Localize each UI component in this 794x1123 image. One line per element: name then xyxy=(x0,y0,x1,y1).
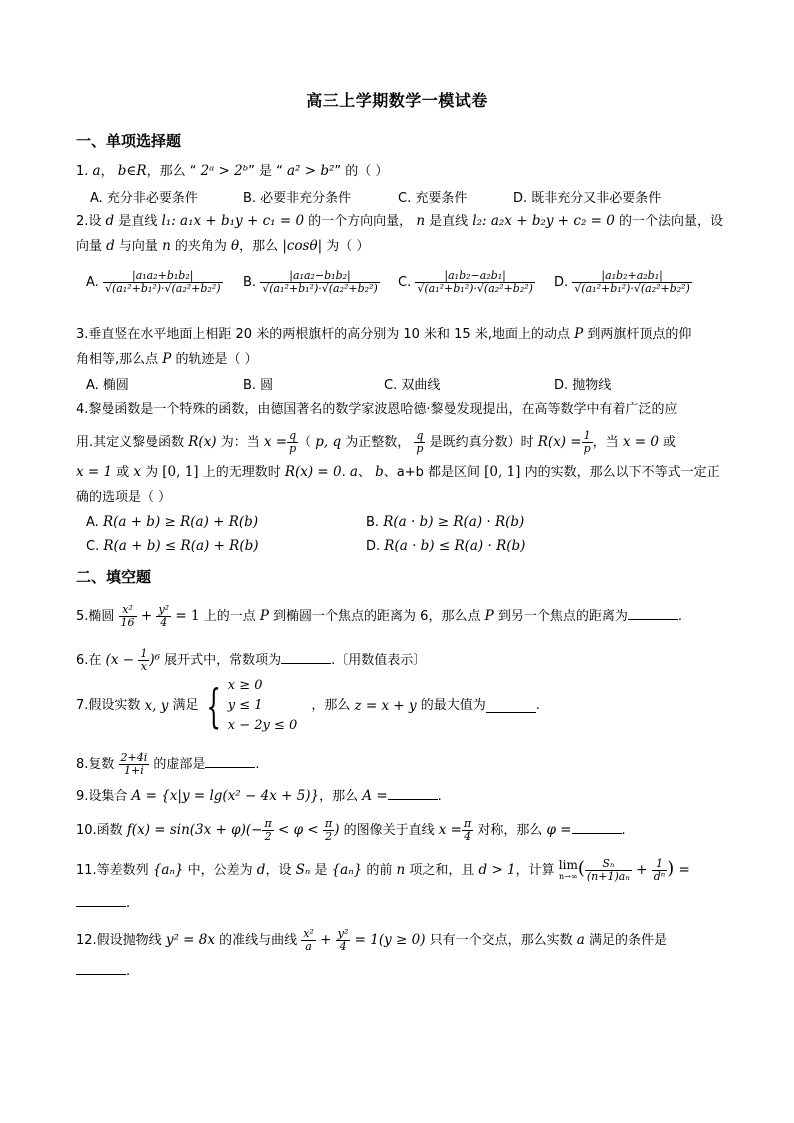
q11-math: d > 1 xyxy=(478,862,516,878)
q4-text: . xyxy=(341,465,350,480)
q2-option-c[interactable] xyxy=(398,270,535,295)
question-6 xyxy=(76,648,721,673)
denominator: dⁿ xyxy=(653,870,666,883)
q10-answer-blank[interactable] xyxy=(572,821,622,834)
q4-math: x = 0 xyxy=(622,434,659,450)
denominator: (n+1)aₙ xyxy=(586,870,630,883)
q11-math: {aₙ} xyxy=(331,862,363,878)
q2-text: 是直线 xyxy=(114,214,162,229)
option-label: D. xyxy=(554,275,569,290)
q11-text: . xyxy=(126,896,131,911)
q1-option-b[interactable]: B. 必要非充分条件 xyxy=(243,191,352,206)
q2-math: |cosθ| xyxy=(282,238,323,254)
denominator: √(a₁²+b₁²)·√(a₂²+b₂²) xyxy=(262,282,378,295)
denominator: a xyxy=(305,940,312,953)
question-2-line-1 xyxy=(76,212,721,231)
question-8 xyxy=(76,752,721,777)
q11-math: Sₙ xyxy=(295,862,311,878)
q7-text: . xyxy=(535,698,540,713)
option-label: C. xyxy=(398,275,412,290)
q11-limit xyxy=(559,859,578,883)
denominator: 4 xyxy=(339,940,347,953)
question-9 xyxy=(76,787,721,806)
numerator: |a₁b₂+a₂b₁| xyxy=(572,270,692,283)
q5-math: + xyxy=(136,608,157,624)
q10-text: 对称，那么 xyxy=(473,823,547,838)
option-label: B. xyxy=(366,515,380,530)
q1-math: b∈R xyxy=(117,163,147,179)
q2-vector-d: d xyxy=(106,238,115,254)
q12-text: . xyxy=(126,964,131,979)
q1-text: ， xyxy=(100,164,118,179)
q7-text: 满足 xyxy=(168,698,199,713)
question-4-line-4: 确的选项是（ ） xyxy=(76,490,172,505)
q6-math: (x − xyxy=(105,652,139,668)
q9-text: ，那么 xyxy=(319,789,363,804)
q11-text: 的前 xyxy=(362,863,397,878)
q7-constraint: y ≤ 1 xyxy=(227,698,263,713)
q4-text: （ xyxy=(298,435,316,450)
q12-math: a xyxy=(576,932,585,948)
q4-math: x xyxy=(133,464,141,480)
q10-text: . xyxy=(621,823,626,838)
q4-text: 、a+b 都是区间 xyxy=(383,465,485,480)
q1-math: 2ᵃ > 2ᵇ xyxy=(200,163,249,179)
question-3-line-1 xyxy=(76,325,721,344)
q11-fraction xyxy=(585,858,632,883)
q5-text: 到椭圆一个焦点的距离为 6，那么点 xyxy=(268,609,485,624)
q4-math: p, q xyxy=(315,434,342,450)
q11-math: n xyxy=(396,862,406,878)
q11-math: d xyxy=(256,862,266,878)
q9-math: A = {x|y = lg(x² − 4x + 5)} xyxy=(131,788,320,804)
denominator: 16 xyxy=(120,616,135,629)
q9-math: A = xyxy=(362,788,388,804)
q5-math: P xyxy=(259,608,269,624)
denominator: 1+i xyxy=(124,764,144,777)
q7-math: z = x + y xyxy=(354,698,417,714)
denominator: √(a₁²+b₁²)·√(a₂²+b₂²) xyxy=(417,282,533,295)
q12-math: = 1(y ≥ 0) xyxy=(350,932,426,948)
question-7 xyxy=(76,676,721,736)
q8-text: 的虚部是 xyxy=(149,757,206,772)
q5-math: P xyxy=(484,608,494,624)
q3-text: 角相等,那么点 xyxy=(76,352,163,367)
q11-text: 中，公差为 xyxy=(183,863,257,878)
question-4-line-1: 4.黎曼函数是一个特殊的函数，由德国著名的数学家波恩哈德·黎曼发现提出，在高等数学中有着广泛的应 xyxy=(76,402,678,417)
q5-text: 5.椭圆 xyxy=(76,609,119,624)
q11-text: ，设 xyxy=(265,863,296,878)
numerator: π xyxy=(463,817,472,830)
option-expression: R(a · b) ≥ R(a) · R(b) xyxy=(383,514,525,530)
q2-vector-n: n xyxy=(416,213,426,229)
denominator: 2 xyxy=(264,830,272,843)
question-12 xyxy=(76,928,721,953)
question-1 xyxy=(76,162,721,181)
q10-math: f(x) = sin(3x + φ) xyxy=(126,822,246,838)
q7-text: ，那么 xyxy=(311,698,355,713)
q1-text: ” 是 “ xyxy=(248,164,287,179)
numerator: x² xyxy=(303,927,314,940)
q4-text: 、 xyxy=(357,465,376,480)
q2-option-d[interactable] xyxy=(554,270,692,295)
q12-answer-blank[interactable] xyxy=(76,962,126,975)
q3-option-d[interactable]: D. 抛物线 xyxy=(554,378,612,393)
question-2-line-2 xyxy=(76,237,721,256)
q2-text: ，那么 xyxy=(239,239,283,254)
denominator: p xyxy=(416,442,424,455)
q4-math: [0, 1] xyxy=(484,464,521,480)
q7-constraint-system xyxy=(228,676,298,736)
q11-text: ，计算 xyxy=(515,863,559,878)
option-expression: R(a + b) ≤ R(a) + R(b) xyxy=(103,538,259,554)
option-expression: R(a · b) ≤ R(a) · R(b) xyxy=(384,538,526,554)
option-label: A. xyxy=(86,515,99,530)
q2-math: θ xyxy=(231,238,240,254)
q10-fraction xyxy=(262,818,273,843)
q2-text: 2.设 xyxy=(76,214,106,229)
q6-text: .〔用数值表示〕 xyxy=(331,653,427,668)
q2-option-b[interactable] xyxy=(243,270,380,295)
q4-fraction xyxy=(287,430,298,455)
q1-text: ，那么 “ xyxy=(146,164,201,179)
option-label: D. xyxy=(366,539,381,554)
question-11 xyxy=(76,858,721,883)
q10-math: ) xyxy=(334,822,340,838)
q11-fraction xyxy=(652,858,668,883)
denominator: 2 xyxy=(325,830,333,843)
q11-math: = xyxy=(674,862,690,878)
numerator: 1 xyxy=(652,858,668,871)
q2-vector-n: n xyxy=(162,238,171,254)
q5-text: 上的一点 xyxy=(199,609,260,624)
numerator: y² xyxy=(158,603,170,616)
numerator: 2+4i xyxy=(120,751,148,764)
left-paren: ( xyxy=(577,858,585,879)
q4-math: x = 1 xyxy=(76,464,113,480)
q3-math: P xyxy=(162,351,172,367)
q2-text: 的一个方向向量， xyxy=(304,214,417,229)
numerator: y² xyxy=(337,927,349,940)
numerator: x² xyxy=(119,604,137,617)
q2-text: 与向量 xyxy=(114,239,163,254)
q6-answer-blank[interactable] xyxy=(281,651,331,664)
q2-text: 为（ ） xyxy=(322,239,370,254)
q7-math: x, y xyxy=(144,698,169,714)
q4-text: 为：当 xyxy=(216,435,264,450)
q5-text: . xyxy=(677,609,682,624)
q2-text: 的夹角为 xyxy=(170,239,232,254)
q7-text: 的最大值为 xyxy=(416,698,486,713)
q4-option-c[interactable] xyxy=(86,538,259,554)
q2-option-a-fraction xyxy=(103,270,223,295)
q1-option-c[interactable]: C. 充要条件 xyxy=(398,191,468,206)
denominator: 4 xyxy=(160,616,168,629)
q9-answer-blank[interactable] xyxy=(388,787,438,800)
q3-option-c[interactable]: C. 双曲线 xyxy=(384,378,441,393)
q4-text: 是既约真分数）时 xyxy=(425,435,538,450)
q4-text: 或 xyxy=(112,465,134,480)
q11-answer-blank[interactable] xyxy=(76,894,126,907)
q8-text: 8.复数 xyxy=(76,757,119,772)
q4-fraction xyxy=(414,430,425,455)
q2-vector-d: d xyxy=(105,213,115,229)
q9-text: . xyxy=(437,789,442,804)
q4-text: 为正整数， xyxy=(341,435,415,450)
q4-option-d[interactable] xyxy=(366,538,525,554)
q2-text: 是直线 xyxy=(425,214,473,229)
q4-text: ，当 xyxy=(592,435,623,450)
q10-text: 10.函数 xyxy=(76,823,127,838)
q4-math: a xyxy=(349,464,358,480)
limit-subscript: n→∞ xyxy=(559,871,578,881)
q1-math: a xyxy=(92,163,101,179)
q2-option-b-fraction xyxy=(260,270,380,295)
q10-text: 的图像关于直线 xyxy=(339,823,439,838)
denominator: 4 xyxy=(464,830,472,843)
q11-math: {aₙ} xyxy=(152,862,184,878)
q12-text: 的准线与曲线 xyxy=(214,933,302,948)
section-heading-fill-blank: 二、填空题 xyxy=(76,568,152,586)
numerator: q xyxy=(416,429,424,442)
q4-option-b[interactable] xyxy=(366,514,524,530)
q4-math: R(x) = 0 xyxy=(284,464,342,480)
numerator: 1 xyxy=(140,647,148,660)
option-label: B. xyxy=(243,275,257,290)
question-12-answer xyxy=(76,962,721,981)
q12-fraction xyxy=(301,928,316,953)
q4-option-a[interactable] xyxy=(86,514,258,530)
q2-option-d-fraction xyxy=(572,270,692,295)
numerator: π xyxy=(324,817,333,830)
q7-answer-blank[interactable] xyxy=(486,700,536,713)
q4-text: 内的实数，那么以下不等式一定正 xyxy=(520,465,720,480)
q4-text: 或 xyxy=(658,435,677,450)
q11-text: 是 xyxy=(310,863,332,878)
q10-fraction xyxy=(462,818,473,843)
q1-text: ” 的（ ） xyxy=(334,164,389,179)
q4-fraction xyxy=(582,430,593,455)
q12-math: y² = 8x xyxy=(165,932,215,948)
q11-text: 11.等差数列 xyxy=(76,863,153,878)
q10-math: x = xyxy=(438,822,462,838)
q10-math: φ = xyxy=(546,822,572,838)
q4-math: [0, 1] xyxy=(162,464,199,480)
q4-math: b xyxy=(375,464,384,480)
numerator: q xyxy=(289,429,297,442)
q2-option-a[interactable] xyxy=(86,270,223,295)
q12-text: 满足的条件是 xyxy=(584,933,667,948)
numerator: |a₁a₂−b₁b₂| xyxy=(260,270,380,283)
q12-fraction xyxy=(336,928,351,953)
q3-text: 到两旗杆顶点的仰 xyxy=(583,327,692,342)
q1-option-a[interactable]: A. 充分非必要条件 xyxy=(90,191,198,206)
q3-text: 3.垂直竖在水平地面上相距 20 米的两根旗杆的高分别为 10 米和 15 米,地面上的动点 xyxy=(76,327,575,342)
q7-brace: { xyxy=(205,679,221,733)
q8-answer-blank[interactable] xyxy=(205,755,255,768)
q2-math: l₂: a₂x + b₂y + c₂ = 0 xyxy=(472,213,615,229)
denominator: √(a₁²+b₁²)·√(a₂²+b₂²) xyxy=(574,282,690,295)
q9-text: 9.设集合 xyxy=(76,789,132,804)
numerator: |a₁a₂+b₁b₂| xyxy=(103,270,223,283)
option-label: A. xyxy=(86,275,99,290)
q5-math: = 1 xyxy=(171,608,200,624)
q3-text: 的轨迹是（ ） xyxy=(171,352,258,367)
q11-math: + xyxy=(631,862,652,878)
q4-text: 用.其定义黎曼函数 xyxy=(76,435,189,450)
q10-math: < φ < xyxy=(273,822,323,838)
numerator: Sₙ xyxy=(585,858,632,871)
q5-fraction xyxy=(156,604,171,629)
numerator: 1 xyxy=(582,430,593,443)
question-11-answer xyxy=(76,894,721,913)
q6-math: )⁶ xyxy=(149,652,161,668)
q4-text: 为 xyxy=(141,465,163,480)
denominator: p xyxy=(583,442,591,455)
question-5 xyxy=(76,604,721,629)
q4-text: 上的无理数时 xyxy=(198,465,285,480)
q3-option-a[interactable]: A. 椭圆 xyxy=(86,378,129,393)
numerator: π xyxy=(264,817,272,830)
q5-text: 到另一个焦点的距离为 xyxy=(493,609,628,624)
q8-text: . xyxy=(255,757,260,772)
option-expression: R(a + b) ≥ R(a) + R(b) xyxy=(102,514,259,530)
q6-text: 展开式中，常数项为 xyxy=(160,653,282,668)
question-4-line-2 xyxy=(76,430,721,455)
q12-math: + xyxy=(315,932,336,948)
denominator: √(a₁²+b₁²)·√(a₂²+b₂²) xyxy=(104,282,221,295)
right-paren: ) xyxy=(667,858,675,879)
section-heading-single-choice: 一、单项选择题 xyxy=(76,132,182,150)
q3-math: P xyxy=(574,326,584,342)
q1-text: 1. xyxy=(76,164,93,179)
denominator: p xyxy=(289,442,297,455)
option-label: C. xyxy=(86,539,100,554)
q2-text: 的一个法向量，设 xyxy=(614,214,723,229)
q2-math: l₁: a₁x + b₁y + c₁ = 0 xyxy=(161,213,305,229)
q4-math: R(x) xyxy=(188,434,217,450)
q7-text: 7.假设实数 xyxy=(76,698,145,713)
question-3-line-2 xyxy=(76,350,721,369)
q5-answer-blank[interactable] xyxy=(628,607,678,620)
q3-option-b[interactable]: B. 圆 xyxy=(243,378,274,393)
q6-text: 6.在 xyxy=(76,653,106,668)
numerator: |a₁b₂−a₂b₁| xyxy=(415,270,535,283)
q1-math: a² > b² xyxy=(286,163,335,179)
q12-text: 只有一个交点，那么实数 xyxy=(425,933,577,948)
q7-constraint: x ≥ 0 xyxy=(227,678,263,693)
q10-fraction xyxy=(323,818,334,843)
q4-math: x = xyxy=(263,434,288,450)
q6-fraction xyxy=(138,648,149,673)
q1-option-d[interactable]: D. 既非充分又非必要条件 xyxy=(513,191,662,206)
denominator: x xyxy=(140,660,147,673)
q2-text: 向量 xyxy=(76,239,107,254)
q11-text: 项之和，且 xyxy=(405,863,479,878)
q4-math: R(x) = xyxy=(537,434,582,450)
question-4-line-3 xyxy=(76,463,721,482)
q10-math: (− xyxy=(245,822,263,838)
limit-operator: lim xyxy=(558,857,578,872)
q5-fraction xyxy=(119,604,137,629)
question-10 xyxy=(76,818,721,843)
page-title: 高三上学期数学一模试卷 xyxy=(306,91,488,110)
q12-text: 12.假设抛物线 xyxy=(76,933,166,948)
q2-option-c-fraction xyxy=(415,270,535,295)
q7-constraint: x − 2y ≤ 0 xyxy=(227,718,298,733)
q8-fraction xyxy=(119,752,150,777)
